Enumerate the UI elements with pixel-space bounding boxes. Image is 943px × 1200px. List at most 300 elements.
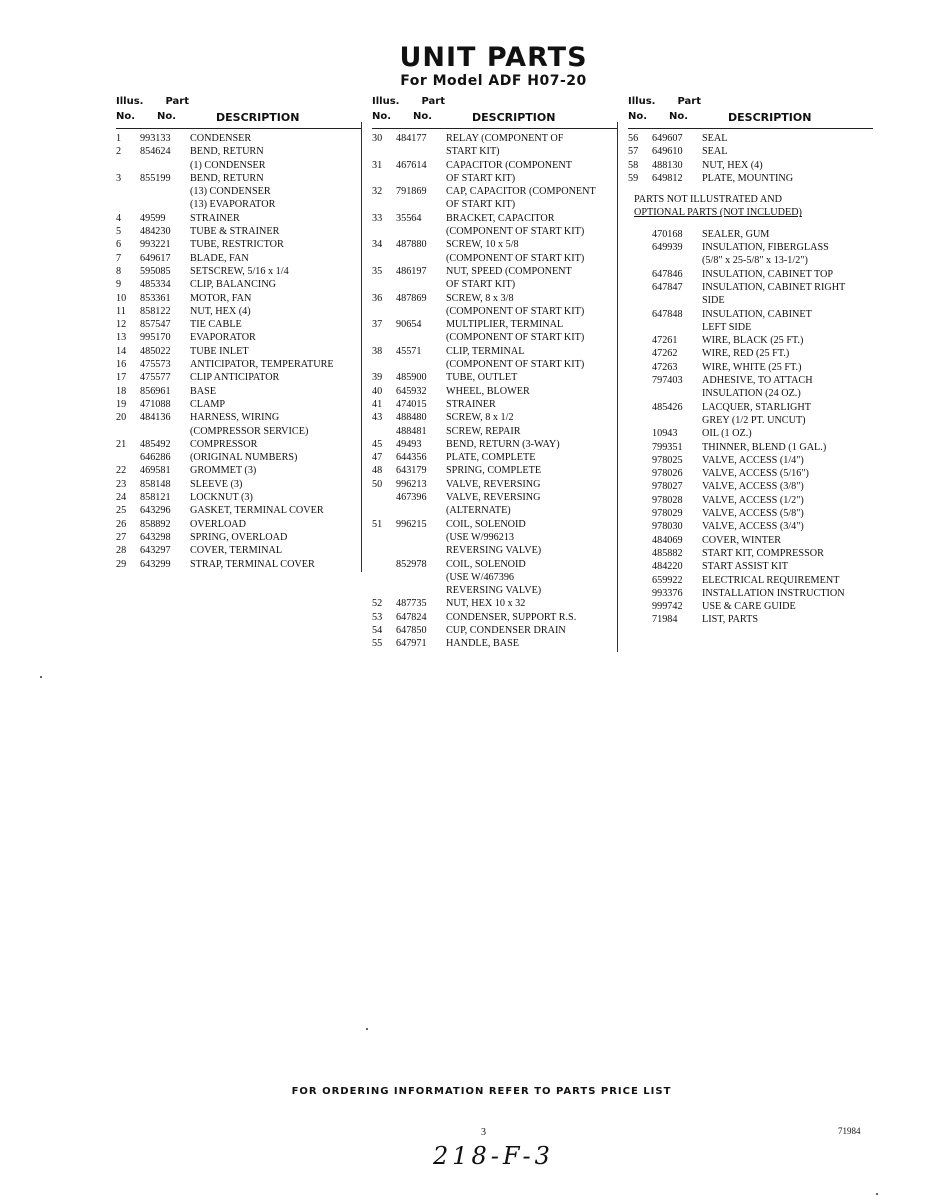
part-description: (USE W/996213	[446, 531, 515, 543]
part-no: 10943	[652, 428, 678, 440]
part-no: 647848	[652, 308, 683, 320]
parts-column-3	[628, 96, 873, 627]
part-row	[116, 491, 361, 504]
illus-no: 27	[116, 531, 127, 543]
handwritten-note: 218-F-3	[433, 1142, 554, 1170]
part-row	[628, 414, 873, 427]
part-row	[372, 531, 617, 544]
part-description: VALVE, ACCESS (5/8")	[702, 508, 804, 520]
scan-speck	[40, 676, 42, 678]
part-no: 484177	[396, 133, 427, 144]
part-description: SCREW, REPAIR	[446, 425, 521, 437]
part-description: TUBE, RESTRICTOR	[190, 239, 284, 251]
illus-no: 31	[372, 159, 383, 171]
part-row	[116, 464, 361, 477]
illus-no: 30	[372, 133, 383, 144]
illus-no: 59	[628, 172, 639, 184]
section-heading-line: PARTS NOT ILLUSTRATED AND	[634, 194, 782, 206]
illus-no: 53	[372, 611, 383, 623]
part-no: 595085	[140, 265, 171, 277]
part-row	[372, 558, 617, 571]
part-description: VALVE, REVERSING	[446, 478, 541, 490]
page-number: 3	[481, 1127, 486, 1138]
part-row	[116, 132, 361, 145]
part-row	[628, 480, 873, 493]
optional-parts-list	[628, 228, 873, 627]
part-no: 649617	[140, 252, 171, 264]
part-description: (ORIGINAL NUMBERS)	[190, 452, 298, 464]
part-description: (5/8" x 25-5/8" x 13-1/2")	[702, 255, 808, 267]
illus-no: 21	[116, 438, 127, 450]
illus-no: 52	[372, 598, 383, 610]
list-number: 71984	[838, 1126, 861, 1136]
part-row	[628, 387, 873, 400]
part-row	[372, 478, 617, 491]
part-no: 485022	[140, 345, 171, 357]
part-no: 659922	[652, 574, 683, 586]
part-description: COVER, TERMINAL	[190, 545, 283, 557]
part-no: 649939	[652, 242, 683, 254]
part-row	[116, 411, 361, 424]
part-description: SCREW, 10 x 5/8	[446, 239, 519, 251]
part-row	[628, 308, 873, 321]
part-description: GROMMET (3)	[190, 465, 257, 477]
part-no: 996215	[396, 518, 427, 530]
part-row	[372, 225, 617, 238]
part-description: INSTALLATION INSTRUCTION	[702, 587, 845, 599]
part-description: ELECTRICAL REQUIREMENT	[702, 574, 840, 586]
part-row	[628, 321, 873, 334]
illus-no: 19	[116, 398, 127, 410]
part-no: 855199	[140, 172, 171, 184]
part-row	[116, 159, 361, 172]
part-no: 858121	[140, 492, 171, 504]
part-row	[372, 371, 617, 384]
part-description: OIL (1 OZ.)	[702, 428, 752, 440]
illus-no: 20	[116, 412, 127, 424]
part-no: 47261	[652, 335, 678, 347]
illus-no: 38	[372, 345, 383, 357]
part-row	[372, 265, 617, 278]
illus-no: 14	[116, 345, 127, 357]
part-row	[116, 371, 361, 384]
illus-no: 28	[116, 545, 127, 557]
illus-no: 23	[116, 478, 127, 490]
illus-no: 1	[116, 133, 122, 144]
illus-no: 13	[116, 332, 127, 344]
part-no: 978025	[652, 454, 683, 466]
part-description: (COMPRESSOR SERVICE)	[190, 425, 309, 437]
part-no: 486197	[396, 265, 427, 277]
part-no: 644356	[396, 452, 427, 464]
column-header	[628, 96, 873, 128]
part-no: 646286	[140, 452, 171, 464]
illus-no: 51	[372, 518, 383, 530]
scan-speck	[366, 1028, 368, 1030]
part-description: INSULATION, FIBERGLASS	[702, 242, 829, 254]
part-row	[628, 441, 873, 454]
part-description: HARNESS, WIRING	[190, 412, 280, 424]
part-description: CLAMP	[190, 398, 226, 410]
illus-no: 40	[372, 385, 383, 397]
part-no: 978030	[652, 521, 683, 533]
part-description: (13) CONDENSER	[190, 186, 271, 198]
column-header	[116, 96, 361, 128]
part-row	[372, 278, 617, 291]
part-row	[116, 358, 361, 371]
part-row	[116, 225, 361, 238]
illus-no: 43	[372, 412, 383, 424]
part-no: 649812	[652, 172, 683, 184]
part-row	[372, 584, 617, 597]
part-description: COIL, SOLENOID	[446, 558, 526, 570]
part-no: 853361	[140, 292, 171, 304]
part-description: CAPACITOR (COMPONENT	[446, 159, 572, 171]
part-row	[372, 331, 617, 344]
part-description: (13) EVAPORATOR	[190, 199, 276, 211]
part-no: 647971	[396, 638, 427, 650]
part-description: REVERSING VALVE)	[446, 545, 542, 557]
part-no: 854624	[140, 146, 171, 158]
part-description: LOCKNUT (3)	[190, 492, 253, 504]
part-row	[628, 334, 873, 347]
part-row	[116, 292, 361, 305]
part-row	[116, 185, 361, 198]
part-description: LACQUER, STARLIGHT	[702, 401, 811, 413]
part-row	[628, 534, 873, 547]
illus-no: 48	[372, 465, 383, 477]
header-illus-part: Illus. Part	[628, 96, 701, 107]
part-no: 47262	[652, 348, 678, 360]
part-row	[372, 345, 617, 358]
part-no: 993221	[140, 239, 171, 251]
part-description: NUT, HEX 10 x 32	[446, 598, 526, 610]
part-description: STRAINER	[190, 212, 240, 224]
part-no: 647850	[396, 624, 427, 636]
part-row	[628, 507, 873, 520]
part-row	[628, 587, 873, 600]
illus-no: 25	[116, 505, 127, 517]
part-description: SEAL	[702, 146, 728, 158]
part-description: COIL, SOLENOID	[446, 518, 526, 530]
part-no: 35564	[396, 212, 422, 224]
part-description: OF START KIT)	[446, 279, 516, 291]
part-description: (ALTERNATE)	[446, 505, 511, 517]
part-row	[372, 212, 617, 225]
part-description: CLIP, BALANCING	[190, 279, 277, 291]
part-description: BEND, RETURN (3-WAY)	[446, 438, 560, 450]
part-row	[628, 159, 873, 172]
part-description: INSULATION, CABINET RIGHT	[702, 281, 846, 293]
part-description: CONDENSER	[190, 133, 252, 144]
scan-speck	[876, 1193, 878, 1195]
part-description: OVERLOAD	[190, 518, 247, 530]
part-description: CLIP, TERMINAL	[446, 345, 525, 357]
part-row	[372, 438, 617, 451]
part-no: 791869	[396, 186, 427, 198]
page-subtitle: For Model ADF H07-20	[400, 73, 587, 89]
illus-no: 41	[372, 398, 383, 410]
part-description: MOTOR, FAN	[190, 292, 252, 304]
illus-no: 7	[116, 252, 122, 264]
part-description: INSULATION, CABINET	[702, 308, 812, 320]
part-description: INSULATION, CABINET TOP	[702, 268, 834, 280]
illus-no: 11	[116, 305, 126, 317]
part-row	[628, 427, 873, 440]
part-description: BEND, RETURN	[190, 146, 264, 158]
part-row	[372, 358, 617, 371]
illus-no: 16	[116, 359, 127, 371]
part-description: NUT, HEX (4)	[190, 305, 251, 317]
part-description: PLATE, COMPLETE	[446, 452, 536, 464]
illus-no: 36	[372, 292, 383, 304]
part-row	[116, 398, 361, 411]
part-description: VALVE, REVERSING	[446, 492, 541, 504]
part-row	[116, 558, 361, 571]
part-row	[116, 478, 361, 491]
part-no: 485900	[396, 372, 427, 384]
part-no: 978027	[652, 481, 683, 493]
part-row	[628, 172, 873, 185]
column-divider-1	[361, 122, 362, 572]
part-description: RELAY (COMPONENT OF	[446, 133, 564, 144]
illus-no: 29	[116, 558, 127, 570]
header-description: DESCRIPTION	[216, 111, 300, 124]
part-no: 488130	[652, 159, 683, 171]
part-no: 649607	[652, 133, 683, 144]
part-row	[372, 252, 617, 265]
illus-no: 12	[116, 319, 127, 331]
header-rule	[628, 128, 873, 129]
part-description: SEALER, GUM	[702, 228, 770, 240]
part-row	[372, 318, 617, 331]
part-no: 49493	[396, 438, 422, 450]
part-description: START KIT)	[446, 146, 500, 158]
part-no: 488480	[396, 412, 427, 424]
part-row	[116, 265, 361, 278]
part-description: TUBE INLET	[190, 345, 249, 357]
part-no: 471088	[140, 398, 171, 410]
section-heading-line: OPTIONAL PARTS (NOT INCLUDED)	[634, 207, 802, 219]
illus-no: 55	[372, 638, 383, 650]
part-row	[116, 172, 361, 185]
part-row	[116, 451, 361, 464]
header-no: No. No.	[116, 111, 177, 122]
part-description: NUT, HEX (4)	[702, 159, 763, 171]
illus-no: 8	[116, 265, 122, 277]
header-description: DESCRIPTION	[728, 111, 812, 124]
illus-no: 47	[372, 452, 383, 464]
part-row	[628, 374, 873, 387]
part-no: 647824	[396, 611, 427, 623]
part-description: COMPRESSOR	[190, 438, 258, 450]
part-row	[372, 571, 617, 584]
part-row	[116, 425, 361, 438]
part-no: 71984	[652, 614, 678, 626]
part-description: (USE W/467396	[446, 571, 515, 583]
part-no: 995170	[140, 332, 171, 344]
part-row	[628, 454, 873, 467]
part-no: 484220	[652, 561, 683, 573]
illus-no: 33	[372, 212, 383, 224]
part-no: 475573	[140, 359, 171, 371]
part-description: CUP, CONDENSER DRAIN	[446, 624, 566, 636]
part-no: 470168	[652, 228, 683, 240]
part-no: 858122	[140, 305, 171, 317]
part-no: 643297	[140, 545, 171, 557]
page-title: UNIT PARTS	[399, 42, 588, 73]
part-description: TUBE, OUTLET	[446, 372, 518, 384]
part-description: (COMPONENT OF START KIT)	[446, 226, 585, 238]
part-description: EVAPORATOR	[190, 332, 256, 344]
part-no: 484136	[140, 412, 171, 424]
header-rule	[116, 128, 361, 129]
part-row	[116, 278, 361, 291]
part-no: 858892	[140, 518, 171, 530]
part-description: CAP, CAPACITOR (COMPONENT	[446, 186, 596, 198]
part-description: (COMPONENT OF START KIT)	[446, 359, 585, 371]
part-row	[372, 597, 617, 610]
part-row	[372, 611, 617, 624]
part-no: 49599	[140, 212, 166, 224]
part-row	[116, 438, 361, 451]
part-row	[116, 238, 361, 251]
part-description: SPRING, COMPLETE	[446, 465, 542, 477]
part-no: 993376	[652, 587, 683, 599]
header-rule	[372, 128, 617, 129]
part-description: BRACKET, CAPACITOR	[446, 212, 555, 224]
part-row	[628, 281, 873, 294]
part-description: CLIP ANTICIPATOR	[190, 372, 280, 384]
part-row	[372, 172, 617, 185]
header-no: No. No.	[628, 111, 689, 122]
part-no: 647847	[652, 281, 683, 293]
part-no: 485334	[140, 279, 171, 291]
illus-no: 5	[116, 226, 122, 238]
part-row	[372, 238, 617, 251]
parts-list	[372, 132, 617, 651]
part-row	[628, 520, 873, 533]
column-divider-2	[617, 122, 618, 652]
part-row	[372, 518, 617, 531]
part-description: BLADE, FAN	[190, 252, 249, 264]
part-no: 643296	[140, 505, 171, 517]
part-description: WIRE, BLACK (25 FT.)	[702, 335, 804, 347]
illus-no: 37	[372, 319, 383, 331]
part-description: INSULATION (24 OZ.)	[702, 388, 801, 400]
part-description: SPRING, OVERLOAD	[190, 531, 288, 543]
part-row	[372, 491, 617, 504]
part-no: 484230	[140, 226, 171, 238]
illus-no: 3	[116, 172, 122, 184]
part-no: 485492	[140, 438, 171, 450]
part-no: 485882	[652, 547, 683, 559]
part-no: 488481	[396, 425, 427, 437]
part-description: START KIT, COMPRESSOR	[702, 547, 824, 559]
part-no: 643299	[140, 558, 171, 570]
part-row	[116, 504, 361, 517]
part-description: WHEEL, BLOWER	[446, 385, 530, 397]
part-description: USE & CARE GUIDE	[702, 601, 796, 613]
illus-no: 6	[116, 239, 122, 251]
illus-no: 32	[372, 186, 383, 198]
illus-no: 45	[372, 438, 383, 450]
part-row	[116, 305, 361, 318]
part-row	[628, 547, 873, 560]
part-no: 474015	[396, 398, 427, 410]
illus-no: 4	[116, 212, 122, 224]
part-row	[372, 185, 617, 198]
part-description: VALVE, ACCESS (1/2")	[702, 494, 804, 506]
part-row	[372, 145, 617, 158]
part-row	[628, 254, 873, 267]
part-description: LEFT SIDE	[702, 321, 752, 333]
part-no: 978028	[652, 494, 683, 506]
illus-no: 22	[116, 465, 127, 477]
part-description: (COMPONENT OF START KIT)	[446, 332, 585, 344]
part-no: 993133	[140, 133, 171, 144]
part-no: 487735	[396, 598, 427, 610]
part-description: MULTIPLIER, TERMINAL	[446, 319, 564, 331]
part-row	[116, 212, 361, 225]
part-no: 487880	[396, 239, 427, 251]
part-row	[372, 637, 617, 650]
part-no: 484069	[652, 534, 683, 546]
part-description: NUT, SPEED (COMPONENT	[446, 265, 572, 277]
part-no: 485426	[652, 401, 683, 413]
part-no: 475577	[140, 372, 171, 384]
part-no: 978026	[652, 468, 683, 480]
illus-no: 10	[116, 292, 127, 304]
illus-no: 34	[372, 239, 383, 251]
part-description: PLATE, MOUNTING	[702, 172, 794, 184]
part-no: 643179	[396, 465, 427, 477]
part-row	[628, 241, 873, 254]
part-row	[116, 145, 361, 158]
part-no: 643298	[140, 531, 171, 543]
part-description: OF START KIT)	[446, 199, 516, 211]
part-row	[628, 228, 873, 241]
illus-no: 39	[372, 372, 383, 384]
part-row	[372, 292, 617, 305]
part-description: (COMPONENT OF START KIT)	[446, 305, 585, 317]
part-description: VALVE, ACCESS (5/16")	[702, 468, 809, 480]
part-description: OF START KIT)	[446, 172, 516, 184]
part-description: COVER, WINTER	[702, 534, 782, 546]
part-no: 797403	[652, 375, 683, 387]
part-no: 467614	[396, 159, 427, 171]
part-description: ADHESIVE, TO ATTACH	[702, 375, 813, 387]
illus-no: 9	[116, 279, 122, 291]
part-description: WIRE, WHITE (25 FT.)	[702, 361, 802, 373]
part-description: TIE CABLE	[190, 319, 242, 331]
part-row	[628, 347, 873, 360]
illus-no: 35	[372, 265, 383, 277]
part-no: 999742	[652, 601, 683, 613]
part-row	[372, 159, 617, 172]
part-row	[116, 518, 361, 531]
part-no: 90654	[396, 319, 422, 331]
part-row	[372, 385, 617, 398]
part-row	[628, 574, 873, 587]
part-description: THINNER, BLEND (1 GAL.)	[702, 441, 827, 453]
part-description: BEND, RETURN	[190, 172, 264, 184]
illus-no: 54	[372, 624, 383, 636]
illus-no: 57	[628, 146, 639, 158]
part-row	[628, 145, 873, 158]
part-description: VALVE, ACCESS (1/4")	[702, 454, 804, 466]
part-description: STRAINER	[446, 398, 496, 410]
